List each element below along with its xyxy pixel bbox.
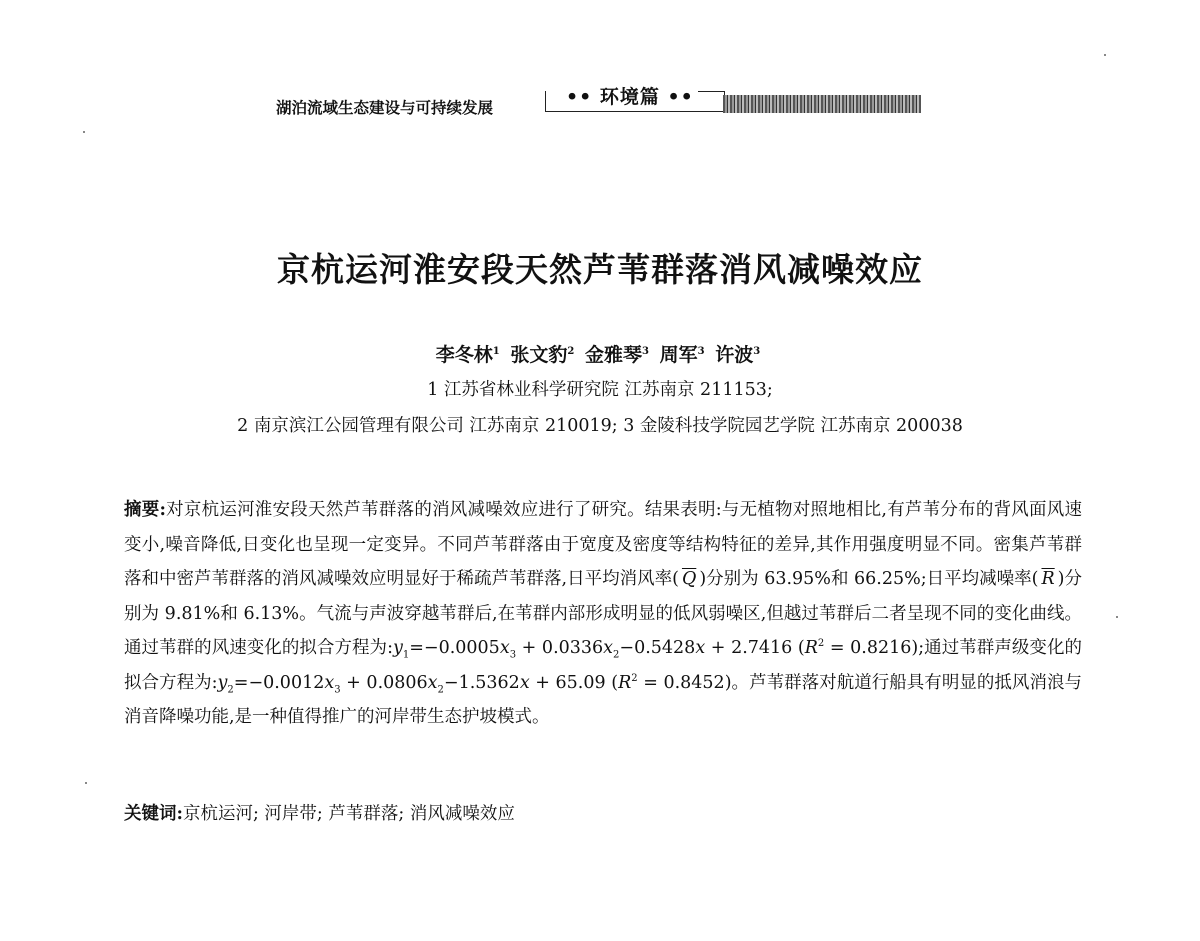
journal-header [276,86,926,122]
keywords-label: 关键词: [124,804,183,824]
section-label: •• 环境篇 •• [562,82,698,109]
author-name: 许波 [715,344,754,366]
author-list [0,340,1200,367]
scan-speck [83,131,85,133]
author-name: 张文豹 [510,344,568,366]
abstract-label: 摘要: [124,500,166,520]
abstract-text: 对京杭运河淮安段天然芦苇群落的消风减噪效应进行了研究。结果表明:与无植物对照地相比,有芦苇分布的背风面风速变小,噪音降低,日变化也呈现一定变异。不同芦苇群落由于宽度及密度等结构特征的差异,其作用强度明显不同。密集芦苇群落和中密芦苇群落的消风减噪效应明显好于稀疏芦苇群落,日平均消风率( [124,500,1082,589]
journal-series-title: 湖泊流域生态建设与可持续发展 [276,98,494,117]
keywords [124,800,1082,825]
author-name: 金雅琴 [585,344,643,366]
keywords-text: 京杭运河; 河岸带; 芦苇群落; 消风减噪效应 [182,804,515,824]
abstract-text: ;通过苇群声级变化的拟合方程为: [124,638,1082,693]
header-bracket-right [694,91,725,112]
abstract-text: )分别为 63.95%和 66.25%;日平均减噪率( [699,569,1039,589]
scan-speck [1116,616,1118,618]
noise-fit-equation: $y_2=-0.0012x_3 + 0.0806x_2-1.5362x + 65.09$ $(R^2 = 0.8452)$ [217,672,732,695]
mean-wind-reduction-symbol: $\overline{Q}$ [681,569,697,589]
scan-speck [1104,54,1106,56]
scan-speck [85,782,87,784]
author-affil-mark: 1 [492,345,500,357]
header-shaded-banner [723,95,921,113]
author-name: 李冬林 [435,344,493,366]
affiliation-line-1: 1 江苏省林业科学研究院 江苏南京 211153; [427,380,773,400]
abstract-text: )分别为 9.81%和 6.13%。气流与声波穿越苇群后,在苇群内部形成明显的低风弱噪区,但越过苇群后二者呈现不同的变化曲线。通过苇群的风速变化的拟合方程为: [124,569,1083,658]
mean-noise-reduction-symbol: $\overline{R}$ [1041,569,1055,589]
paper-title: 京杭运河淮安段天然芦苇群落消风减噪效应 [277,250,923,289]
abstract-text: 。芦苇群落对航道行船具有明显的抵风消浪与消音降噪功能,是一种值得推广的河岸带生态护坡模式。 [124,672,1082,727]
author-affil-mark: 2 [567,345,575,357]
author-name: 周军 [659,344,698,366]
author-affil-mark: 3 [642,345,649,357]
wind-fit-equation: $y_1=-0.0005x_3 + 0.0336x_2-0.5428x + 2.7416$ $(R^2 = 0.8216)$ [392,638,919,661]
author-affil-mark: 3 [697,345,705,357]
affiliation-line-2: 2 南京滨江公园管理有限公司 江苏南京 210019; 3 金陵科技学院园艺学院 江苏南京 200038 [237,416,963,436]
author-affil-mark: 3 [753,345,761,357]
abstract [124,493,1082,735]
